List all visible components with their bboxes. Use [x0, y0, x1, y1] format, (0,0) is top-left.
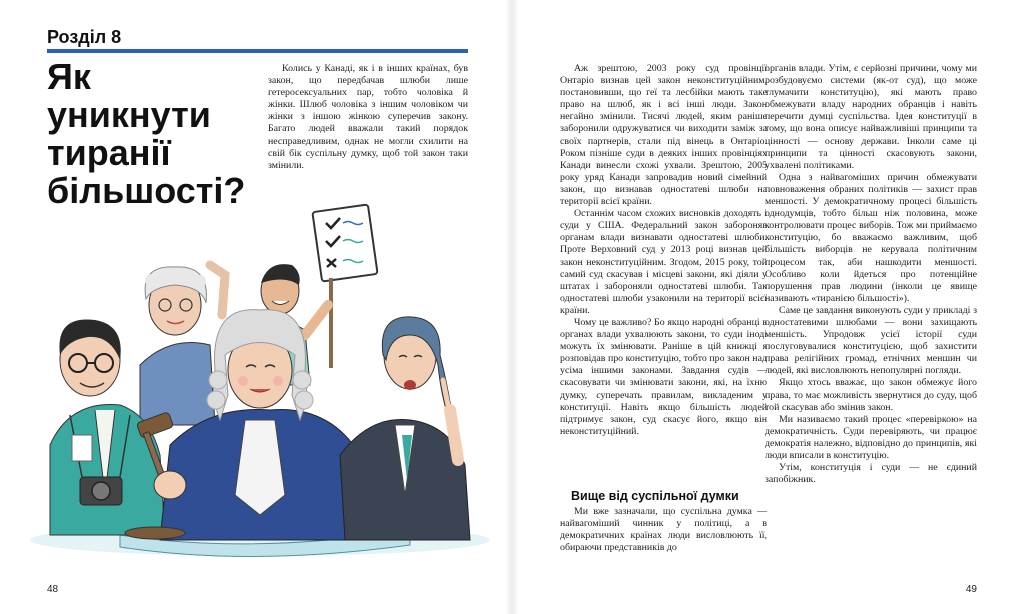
right-column-1: [560, 63, 767, 438]
intro-text-column: [268, 63, 468, 172]
intro-paragraph: Колись у Канаді, як і в інших країнах, був закон, що передбачав шлюби лише гетеросексуальних пар, тобто чоловіка й жінки. Шлюб чоловіка з іншим чоловіком чи жінки з іншою жінкою суперечив закону. Багато людей вважали такий порядок несправедливим, однак не могли схилити на свій бік суспільну думку, щоб той закон таки змінили.: [268, 63, 468, 171]
body-paragraph: Ми називаємо такий процес «перевіркою» на демократичність. Суди перевіряють, чи працює демократія належно, відповідно до принципів, які люди вписали в конституцію.: [765, 413, 977, 461]
chapter-title: Як уникнути тиранії більшості?: [47, 56, 246, 211]
body-paragraph: Аж зрештою, 2003 року суд провінції Онтаріо визнав цей закон неконституційним, постановивши, що геї та лесбійки мають таке право на шлюб, як і всі інші люди. Закон негайно змінили. Тисячі людей, яким раніше заборонили одружуватися чи виходити заміж за своїх партнерів, стали під вінець в Онтаріо. Роком пізніше суди в деяких інших провінціях Канади винесли схожі ухвали. Зрештою, 2005 року уряд Канади запровадив новий сімейний закон, що визнавав одностатеві шлюби на території всієї країни.: [560, 63, 767, 208]
body-paragraph: Одна з найвагоміших причин обмежувати повноваження обраних політиків — захист прав меншості. У демократичному процесі більшість однодумців, тобто більш ніж половина, може контролювати процес виборів. Тож ми приймаємо конституцію, бо вважаємо важливим, щоб більшість виборців не керувала політичним процесом так, аби нашкодити меншості. Особливо коли йдеться про потенційне порушення прав людини (інколи це явище називають «тиранією більшості»).: [765, 171, 977, 304]
body-paragraph: Останнім часом схожих висновків доходять і суди у США. Федеральний закон забороняв органам влади визнавати одностатеві шлюби. Проте Верховний суд у 2013 році визнав цей закон неконституційним. Згодом, 2015 року, той самий суд скасував і місцеві закони, які діяли у штатах і забороняли одностатеві шлюби. Так одностатеві шлюби узаконили на території всієї країни.: [560, 208, 767, 316]
chapter-label: Розділ 8: [47, 27, 122, 47]
page-number-left: 48: [47, 584, 59, 595]
body-paragraph: Саме це завдання виконують суди у прикладі з одностатевими шлюбами — вони захищають меншість. Упродовж усієї історії суди послуговувалися конституцією, щоб захистити права релігійних громад, етнічних меншин чи людей, які висловлюють непопулярні погляди.: [765, 304, 977, 377]
body-paragraph: органів влади. Утім, є серйозні причини, чому ми розбудовуємо системи (як-от суд), що може тлумачити конституцію), які мають право обмежувати владу народних обранців і навіть перечити думці суспільства. Ідея конституції в тому, що вона описує найважливіші принципи та цінності — основу держави. Інколи саме ці принципи та цінності скасовують закони, ухвалені політиками.: [765, 63, 977, 171]
body-paragraph: Чому це важливо? Бо якщо народні обранці в органах влади ухвалюють закони, то суди іноді можуть їх змінювати. Раніше в цій книжці я розповідав про конституцію, тобто про закон над усіма іншими законами. Завдання судів — скасовувати чи змінювати закони, які, на їхню думку, суперечать правилам, викладеним у конституції. Навіть якщо більшість людей підтримує закон, суд скасує його, якщо він неконституційний.: [560, 316, 767, 437]
businesswoman-raising-finger: [340, 317, 470, 540]
body-paragraph: Утім, конституція і суди — не єдиний запобіжник.: [765, 462, 977, 486]
chapter-rule: [47, 49, 468, 53]
judge-and-crowd-illustration: [10, 195, 490, 565]
right-column-2: [765, 63, 977, 486]
body-paragraph: Якщо хтось вважає, що закон обмежує його права, то має можливість звернутися до суду, щоб той скасував або змінив закон.: [765, 377, 977, 413]
right-column-1-continued: [560, 506, 767, 554]
right-page: [512, 0, 1024, 614]
body-paragraph: Ми вже зазначали, що суспільна думка — найвагоміший чинник у політиці, а в демократичних країнах люди висловлюють її, обираючи представників до: [560, 506, 767, 554]
section-subheading: Вище від суспільної думки: [571, 489, 739, 503]
page-number-right: 49: [965, 584, 977, 595]
